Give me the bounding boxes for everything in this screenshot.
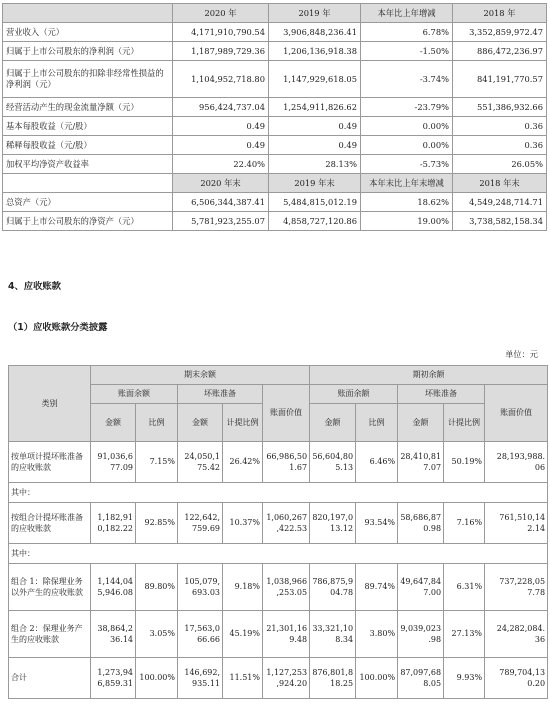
value-cell: 0.00% xyxy=(361,117,453,136)
row-label: 加权平均净资产收益率 xyxy=(3,155,173,174)
table1-header-blank xyxy=(3,4,173,23)
value-cell: 6.78% xyxy=(361,23,453,42)
value-cell: 18.62% xyxy=(361,193,453,212)
value-cell: 7.16% xyxy=(444,503,485,544)
value-cell: -1.50% xyxy=(361,42,453,61)
book-value-header: 账面价值 xyxy=(263,385,310,442)
value-cell: 38,864,2 36.14 xyxy=(91,611,136,658)
value-cell: 26.05% xyxy=(453,155,547,174)
row-label: 组合 2：保理业务产生的应收账款 xyxy=(9,611,91,658)
value-cell: 3.80% xyxy=(356,611,398,658)
value-cell: 100.00% xyxy=(136,658,178,699)
value-cell: 10.37% xyxy=(223,503,263,544)
table1-row xyxy=(3,136,547,155)
value-cell: 89.74% xyxy=(356,564,398,611)
table1-row xyxy=(3,155,547,174)
value-cell: 26.42% xyxy=(223,442,263,483)
value-cell: 7.15% xyxy=(136,442,178,483)
row-label: 按单项计提坏账准备的应收账款 xyxy=(9,442,91,483)
unit-label: 单位：元 xyxy=(505,349,538,359)
table-row xyxy=(9,611,548,658)
value-cell: 58,686,87 0.98 xyxy=(398,503,444,544)
value-cell: 841,191,770.57 xyxy=(453,61,547,98)
value-cell: 789,704,13 0.20 xyxy=(485,658,548,699)
value-cell: 3.05% xyxy=(136,611,178,658)
value-cell: 9.93% xyxy=(444,658,485,699)
accrual-ratio-header: 计提比例 xyxy=(444,404,485,442)
table1-header-cell: 2019 年末 xyxy=(269,174,361,193)
amount-header: 金额 xyxy=(310,404,356,442)
amount-header: 金额 xyxy=(398,404,444,442)
table1-header-cell: 2020 年末 xyxy=(173,174,269,193)
section-subtitle-classification: （1）应收账款分类披露 xyxy=(8,322,108,333)
table-row xyxy=(9,658,548,699)
value-cell: -23.79% xyxy=(361,98,453,117)
table1-row xyxy=(3,98,547,117)
value-cell: 1,144,04 5,946.08 xyxy=(91,564,136,611)
row-label: 归属于上市公司股东的净资产（元） xyxy=(3,212,173,231)
row-label: 稀释每股收益（元/股） xyxy=(3,136,173,155)
value-cell: 761,510,14 2.14 xyxy=(485,503,548,544)
value-cell: 9.18% xyxy=(223,564,263,611)
row-label: 归属于上市公司股东的净利润（元） xyxy=(3,42,173,61)
value-cell: 886,472,236.97 xyxy=(453,42,547,61)
receivables-table xyxy=(8,365,548,699)
value-cell: 1,273,94 6,859.31 xyxy=(91,658,136,699)
table1-row xyxy=(3,117,547,136)
subheading-row xyxy=(9,544,548,564)
value-cell: 0.49 xyxy=(269,117,361,136)
value-cell: 28,410,81 7.07 xyxy=(398,442,444,483)
table1-header-cell: 2018 年 xyxy=(453,4,547,23)
table1-row xyxy=(3,42,547,61)
bad-debt-header: 坏账准备 xyxy=(178,385,263,404)
value-cell: 50.19% xyxy=(444,442,485,483)
subheading-label: 其中： xyxy=(9,544,548,564)
value-cell: 45.19% xyxy=(223,611,263,658)
amount-header: 金额 xyxy=(178,404,223,442)
value-cell: 5,484,815,012.19 xyxy=(269,193,361,212)
table1-header-blank xyxy=(3,174,173,193)
value-cell: 956,424,737.04 xyxy=(173,98,269,117)
table1-header-cell: 本年比上年增减 xyxy=(361,4,453,23)
table1-row xyxy=(3,61,547,98)
value-cell: 5,781,923,255.07 xyxy=(173,212,269,231)
value-cell: 1,254,911,826.62 xyxy=(269,98,361,117)
value-cell: -3.74% xyxy=(361,61,453,98)
value-cell: 66,986,50 1.67 xyxy=(263,442,310,483)
row-label: 经营活动产生的现金流量净额（元） xyxy=(3,98,173,117)
value-cell: 28,193,988. 06 xyxy=(485,442,548,483)
row-label: 营业收入（元） xyxy=(3,23,173,42)
book-balance-header: 账面余额 xyxy=(91,385,178,404)
row-label: 合计 xyxy=(9,658,91,699)
value-cell: 92.85% xyxy=(136,503,178,544)
value-cell: 91,036,6 77.09 xyxy=(91,442,136,483)
value-cell: 146,692, 935.11 xyxy=(178,658,223,699)
value-cell: 6,506,344,387.41 xyxy=(173,193,269,212)
value-cell: 24,282,084. 36 xyxy=(485,611,548,658)
table1-header-cell: 2020 年 xyxy=(173,4,269,23)
value-cell: 1,147,929,618.05 xyxy=(269,61,361,98)
value-cell: 0.00% xyxy=(361,136,453,155)
row-label: 组合 1：除保理业务以外产生的应收账款 xyxy=(9,564,91,611)
value-cell: 1,038,966 ,253.05 xyxy=(263,564,310,611)
ratio-header: 比例 xyxy=(356,404,398,442)
key-financial-table xyxy=(2,3,547,231)
subheading-row xyxy=(9,483,548,503)
table2-header-row xyxy=(9,366,548,385)
value-cell: 4,858,727,120.86 xyxy=(269,212,361,231)
bad-debt-header: 坏账准备 xyxy=(398,385,485,404)
table1-header-row-2 xyxy=(3,174,547,193)
value-cell: 0.49 xyxy=(173,117,269,136)
book-balance-header: 账面余额 xyxy=(310,385,398,404)
table1-row xyxy=(3,23,547,42)
section-title-receivables: 4、应收账款 xyxy=(8,281,61,292)
value-cell: 4,171,910,790.54 xyxy=(173,23,269,42)
value-cell: 4,549,248,714.71 xyxy=(453,193,547,212)
value-cell: 6.46% xyxy=(356,442,398,483)
value-cell: 9,039,023 .98 xyxy=(398,611,444,658)
subheading-label: 其中： xyxy=(9,483,548,503)
value-cell: 89.80% xyxy=(136,564,178,611)
book-value-header: 账面价值 xyxy=(485,385,548,442)
value-cell: 56,604,80 5.13 xyxy=(310,442,356,483)
value-cell: 27.13% xyxy=(444,611,485,658)
value-cell: 24,050,1 75.42 xyxy=(178,442,223,483)
row-label: 归属于上市公司股东的扣除非经常性损益的净利润（元） xyxy=(3,61,173,98)
table1-header-cell: 2018 年末 xyxy=(453,174,547,193)
value-cell: 21,301,16 9.48 xyxy=(263,611,310,658)
value-cell: 786,875,9 04.78 xyxy=(310,564,356,611)
table1-header-row xyxy=(3,4,547,23)
row-label: 总资产（元） xyxy=(3,193,173,212)
value-cell: 49,647,84 7.00 xyxy=(398,564,444,611)
value-cell: 876,801,8 18.25 xyxy=(310,658,356,699)
value-cell: 105,079, 693.03 xyxy=(178,564,223,611)
value-cell: 820,197,0 13.12 xyxy=(310,503,356,544)
value-cell: 28.13% xyxy=(269,155,361,174)
table1-header-cell: 本年末比上年末增减 xyxy=(361,174,453,193)
table-row xyxy=(9,503,548,544)
ratio-header: 比例 xyxy=(136,404,178,442)
value-cell: 1,104,952,718.80 xyxy=(173,61,269,98)
period-begin-header: 期初余额 xyxy=(310,366,548,385)
row-label: 按组合计提坏账准备的应收账款 xyxy=(9,503,91,544)
value-cell: 1,187,989,729.36 xyxy=(173,42,269,61)
period-end-header: 期末余额 xyxy=(91,366,310,385)
value-cell: 737,228,05 7.78 xyxy=(485,564,548,611)
value-cell: 6.31% xyxy=(444,564,485,611)
value-cell: -5.73% xyxy=(361,155,453,174)
value-cell: 19.00% xyxy=(361,212,453,231)
value-cell: 0.36 xyxy=(453,136,547,155)
value-cell: 3,738,582,158.34 xyxy=(453,212,547,231)
value-cell: 87,097,68 8.05 xyxy=(398,658,444,699)
accrual-ratio-header: 计提比例 xyxy=(223,404,263,442)
value-cell: 0.49 xyxy=(173,136,269,155)
table1-row xyxy=(3,212,547,231)
value-cell: 22.40% xyxy=(173,155,269,174)
value-cell: 17,563,0 66.66 xyxy=(178,611,223,658)
value-cell: 1,060,267 ,422.53 xyxy=(263,503,310,544)
value-cell: 0.36 xyxy=(453,117,547,136)
value-cell: 1,127,253 ,924.20 xyxy=(263,658,310,699)
table-row xyxy=(9,564,548,611)
value-cell: 100.00% xyxy=(356,658,398,699)
category-header: 类别 xyxy=(9,366,91,442)
value-cell: 3,352,859,972.47 xyxy=(453,23,547,42)
table1-row xyxy=(3,193,547,212)
table-row xyxy=(9,442,548,483)
value-cell: 93.54% xyxy=(356,503,398,544)
amount-header: 金额 xyxy=(91,404,136,442)
value-cell: 1,182,91 0,182.22 xyxy=(91,503,136,544)
row-label: 基本每股收益（元/股） xyxy=(3,117,173,136)
value-cell: 11.51% xyxy=(223,658,263,699)
value-cell: 0.49 xyxy=(269,136,361,155)
value-cell: 551,386,932.66 xyxy=(453,98,547,117)
value-cell: 1,206,136,918.38 xyxy=(269,42,361,61)
value-cell: 3,906,848,236.41 xyxy=(269,23,361,42)
table1-header-cell: 2019 年 xyxy=(269,4,361,23)
value-cell: 33,321,10 8.34 xyxy=(310,611,356,658)
value-cell: 122,642, 759.69 xyxy=(178,503,223,544)
